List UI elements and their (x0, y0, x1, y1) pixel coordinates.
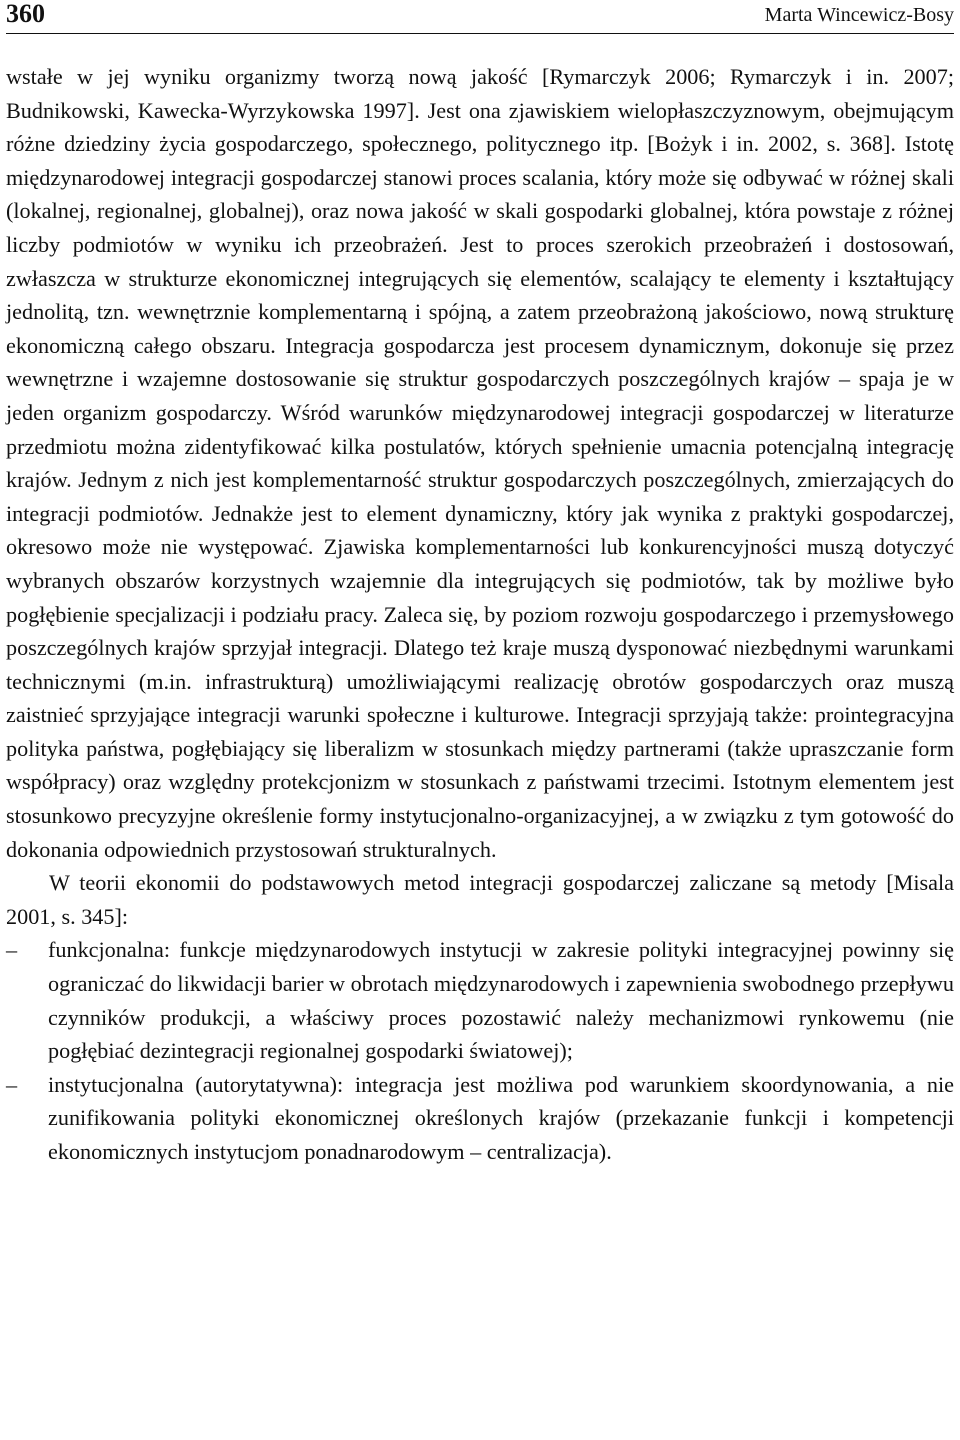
methods-list (6, 933, 954, 1168)
body-text (6, 60, 954, 1169)
page-number: 360 (6, 0, 45, 28)
paragraph-integration-methods: W teorii ekonomii do podstawowych metod integracji gospodarczej zaliczane są metody [Misala 2001, s. 345]: (6, 870, 954, 929)
list-dash: – (6, 937, 18, 963)
list-item-text: funkcjonalna: funkcje międzynarodowych instytucji w zakresie polityki integracyjnej powinny się ograniczać do likwidacji barier w obrotach międzynarodowych i zapewnienia swobodnego przepływu czynników produkcji, a właściwy proces pozostawić należy mechanizmowi rynkowemu (nie pogłębiać dezintegracji regionalnej gospodarki światowej); (48, 937, 954, 1064)
running-header (6, 0, 954, 34)
running-head-author: Marta Wincewicz-Bosy (764, 4, 954, 26)
document-page (6, 0, 954, 1440)
list-item-text: instytucjonalna (autorytatywna): integracja jest możliwa pod warunkiem skoordynowania, a nie zunifikowania polityki ekonomicznej określonych krajów (przekazanie funkcji i kompetencji ekonomicznych instytucjom ponadnarodowym – centralizacja). (48, 1071, 954, 1164)
list-item (6, 933, 954, 1067)
list-dash: – (6, 1071, 18, 1097)
list-item (6, 1068, 954, 1169)
paragraph-integration-essence: wstałe w jej wyniku organizmy tworzą nową jakość [Rymarczyk 2006; Rymarczyk i in. 2007; Budnikowski, Kawecka-Wyrzykowska 1997]. Jest ona zjawiskiem wielopłaszczyznowym, obejmującym różne dziedziny życia gospodarczego, społecznego, politycznego itp. [Bożyk i in. 2002, s. 368]. Istotę międzynarodowej integracji gospodarczej stanowi proces scalania, który może się odbywać w różnej skali (lokalnej, regionalnej, globalnej), oraz nowa jakość w skali gospodarki globalnej, która powstaje z różnej liczby podmiotów w wyniku ich przeobrażeń. Jest to proces szerokich przeobrażeń i dostosowań, zwłaszcza w strukturze ekonomicznej integrujących się elementów, scalający te elementy i kształtujący jednolitą, tzn. wewnętrznie komplementarną i spójną, a zatem przeobrażoną jakościowo, nową strukturę ekonomiczną całego obszaru. Integracja gospodarcza jest procesem dynamicznym, dokonuje się przez wewnętrzne i wzajemne dostosowanie się struktur gospodarczych poszczególnych krajów – spaja je w jeden organizm gospodarczy. Wśród warunków międzynarodowej integracji gospodarczej w literaturze przedmiotu można zidentyfikować kilka postulatów, których spełnienie umacnia potencjalną integrację krajów. Jednym z nich jest komplementarność struktur gospodarczych poszczególnych, zmierzających do integracji podmiotów. Jednakże jest to element dynamiczny, który jak wynika z praktyki gospodarczej, okresowo może nie występować. Zjawiska komplementarności lub konkurencyjności muszą dotyczyć wybranych obszarów korzystnych wzajemnie dla integrujących się podmiotów, tak by możliwe było pogłębienie specjalizacji i podziału pracy. Zaleca się, by poziom rozwoju gospodarczego i przemysłowego poszczególnych krajów sprzyjał integracji. Dlatego też kraje muszą dysponować niezbędnymi warunkami technicznymi (m.in. infrastrukturą) umożliwiającymi realizację obrotów gospodarczych oraz muszą zaistnieć sprzyjające integracji warunki społeczne i kulturowe. Integracji sprzyjają także: prointegracyjna polityka państwa, pogłębiający się liberalizm w stosunkach między partnerami (także upraszczanie form współpracy) oraz względny protekcjonizm w stosunkach z państwami trzecimi. Istotnym elementem jest stosunkowo precyzyjne określenie formy instytucjonalno-organizacyjnej, a w związku z tym gotowość do dokonania odpowiednich przystosowań strukturalnych. (6, 64, 954, 862)
